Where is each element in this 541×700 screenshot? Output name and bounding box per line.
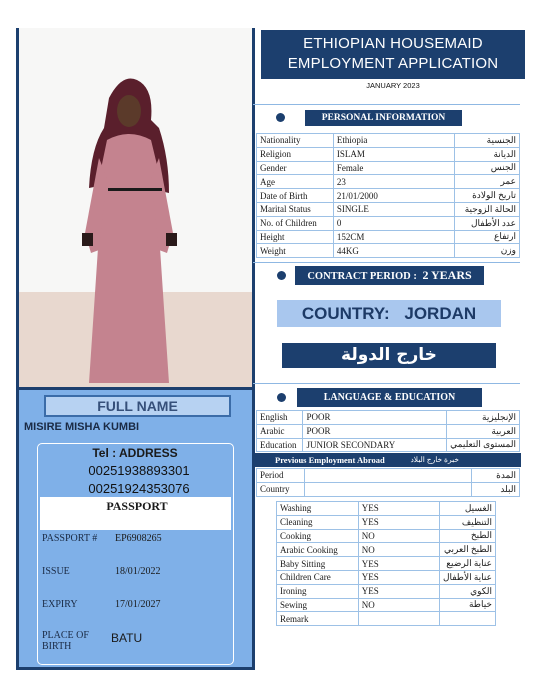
table-row <box>257 202 520 216</box>
table-row <box>257 147 520 161</box>
cell-value: POOR <box>303 424 447 438</box>
form-header <box>261 30 525 79</box>
arabic-country-banner: خارج الدولة <box>282 343 496 368</box>
table-row <box>257 482 520 496</box>
previous-employment-title: Previous Employment Abroad <box>275 455 385 465</box>
cell-ar: وزن <box>455 244 520 258</box>
cell-label: Sewing <box>277 598 359 612</box>
table-row <box>277 612 496 626</box>
expiry-date: 17/01/2027 <box>115 599 161 610</box>
telephone-1: 00251938893301 <box>88 463 190 478</box>
passport-number-label: PASSPORT # <box>42 533 98 544</box>
person-figure <box>19 28 252 387</box>
cell-label: Washing <box>277 502 359 516</box>
cell-label: Children Care <box>277 570 359 584</box>
cell-ar: الجنسية <box>455 134 520 148</box>
previous-employment-table <box>256 468 520 497</box>
contract-period-label: CONTRACT PERIOD : <box>307 271 417 282</box>
table-row <box>257 216 520 230</box>
place-of-birth-label-2: BIRTH <box>42 641 72 652</box>
contract-period-value: 2 YEARS <box>422 268 472 282</box>
cell-value: NO <box>358 543 439 557</box>
contract-period <box>295 266 484 285</box>
cell-ar: الجنس <box>455 161 520 175</box>
previous-employment-bar <box>255 453 521 467</box>
header-date: JANUARY 2023 <box>366 81 420 90</box>
table-row <box>257 175 520 189</box>
cell-label: Nationality <box>257 134 334 148</box>
cell-value: YES <box>358 502 439 516</box>
cell-label: Gender <box>257 161 334 175</box>
cell-value: JUNIOR SECONDARY <box>303 438 447 452</box>
language-table <box>256 410 520 452</box>
cell-value <box>304 469 471 483</box>
issue-label: ISSUE <box>42 566 70 577</box>
cell-ar: العربية <box>447 424 520 438</box>
place-of-birth-label-1: PLACE OF <box>42 630 89 641</box>
cell-label: Religion <box>257 147 334 161</box>
cell-label: Age <box>257 175 334 189</box>
table-row <box>277 529 496 543</box>
divider-line <box>253 104 520 105</box>
cell-label: Period <box>257 469 305 483</box>
cell-ar: عناية الأطفال <box>439 570 495 584</box>
cell-label: English <box>257 411 303 425</box>
worker-name: MISIRE MISHA KUMBI <box>24 421 140 433</box>
table-row <box>277 584 496 598</box>
cell-ar: عناية الرضيع <box>439 557 495 571</box>
place-of-birth: BATU <box>111 631 143 645</box>
table-row <box>277 557 496 571</box>
cell-label: Marital Status <box>257 202 334 216</box>
cell-ar: الكوي <box>439 584 495 598</box>
table-row <box>257 424 520 438</box>
table-row <box>277 515 496 529</box>
telephone-2: 00251924353076 <box>88 481 190 496</box>
cell-ar <box>439 612 495 626</box>
cell-ar: عمر <box>455 175 520 189</box>
cell-value: ISLAM <box>333 147 454 161</box>
section-bullet <box>277 271 286 280</box>
cell-label: Baby Sitting <box>277 557 359 571</box>
cell-ar: المدة <box>472 469 520 483</box>
cell-value: 21/01/2000 <box>333 189 454 203</box>
country-value: JORDAN <box>404 304 477 323</box>
cell-value: 0 <box>333 216 454 230</box>
cell-value: NO <box>358 529 439 543</box>
cell-label: Education <box>257 438 303 452</box>
cell-ar: خياطة <box>439 598 495 612</box>
table-row <box>257 438 520 452</box>
section-bullet <box>277 393 286 402</box>
cell-label: Height <box>257 230 334 244</box>
cell-value: YES <box>358 584 439 598</box>
cell-ar: الغسيل <box>439 502 495 516</box>
cell-ar: الطبخ العربي <box>439 543 495 557</box>
cell-label: No. of Children <box>257 216 334 230</box>
divider-line <box>253 262 520 263</box>
country-label: COUNTRY: <box>301 304 390 323</box>
cell-label: Date of Birth <box>257 189 334 203</box>
cell-value: YES <box>358 570 439 584</box>
cell-ar: التنظيف <box>439 515 495 529</box>
section-bullet <box>276 113 285 122</box>
country-box <box>277 300 501 327</box>
cell-value: YES <box>358 557 439 571</box>
table-row <box>277 570 496 584</box>
cell-value: 152CM <box>333 230 454 244</box>
skills-table <box>276 501 496 626</box>
cell-label: Arabic <box>257 424 303 438</box>
cell-ar: الحالة الزوجية <box>455 202 520 216</box>
issue-date: 18/01/2022 <box>115 566 161 577</box>
cell-value: Female <box>333 161 454 175</box>
cell-label: Cleaning <box>277 515 359 529</box>
cell-value: YES <box>358 515 439 529</box>
passport-number: EP6908265 <box>115 533 162 544</box>
passport-title: PASSPORT <box>106 499 168 513</box>
expiry-label: EXPIRY <box>42 599 78 610</box>
table-row <box>257 161 520 175</box>
cell-value <box>358 612 439 626</box>
table-row <box>257 189 520 203</box>
header-line-2: EMPLOYMENT APPLICATION <box>287 55 499 72</box>
cell-label: Ironing <box>277 584 359 598</box>
cell-label: Weight <box>257 244 334 258</box>
language-education-title: LANGUAGE & EDUCATION <box>297 388 482 407</box>
table-row <box>277 502 496 516</box>
tel-address-title: Tel : ADDRESS <box>92 446 178 460</box>
table-row <box>277 543 496 557</box>
cell-value: 44KG <box>333 244 454 258</box>
full-name-label: FULL NAME <box>44 395 231 417</box>
cell-label: Country <box>257 482 305 496</box>
divider-line <box>253 383 520 384</box>
cell-value: Ethiopia <box>333 134 454 148</box>
previous-employment-arabic: خبرة خارج البلاد <box>410 455 459 464</box>
cell-ar: المستوى التعليمي <box>447 438 520 452</box>
cell-value <box>304 482 471 496</box>
cell-value: SINGLE <box>333 202 454 216</box>
cell-label: Remark <box>277 612 359 626</box>
personal-info-table <box>256 133 520 258</box>
cell-ar: الإنجليزية <box>447 411 520 425</box>
cell-ar: ارتفاع <box>455 230 520 244</box>
cell-ar: الطبخ <box>439 529 495 543</box>
cell-value: POOR <box>303 411 447 425</box>
cell-value: NO <box>358 598 439 612</box>
table-row <box>257 469 520 483</box>
cell-value: 23 <box>333 175 454 189</box>
cell-label: Arabic Cooking <box>277 543 359 557</box>
table-row <box>257 134 520 148</box>
cell-ar: عدد الأطفال <box>455 216 520 230</box>
table-row <box>277 598 496 612</box>
cell-ar: البلد <box>472 482 520 496</box>
table-row <box>257 230 520 244</box>
table-row <box>257 244 520 258</box>
applicant-photo <box>16 28 255 387</box>
table-row <box>257 411 520 425</box>
header-line-1: ETHIOPIAN HOUSEMAID <box>303 35 483 52</box>
cell-ar: تاريخ الولادة <box>455 189 520 203</box>
cell-label: Cooking <box>277 529 359 543</box>
personal-info-title: PERSONAL INFORMATION <box>305 110 462 126</box>
cell-ar: الديانة <box>455 147 520 161</box>
